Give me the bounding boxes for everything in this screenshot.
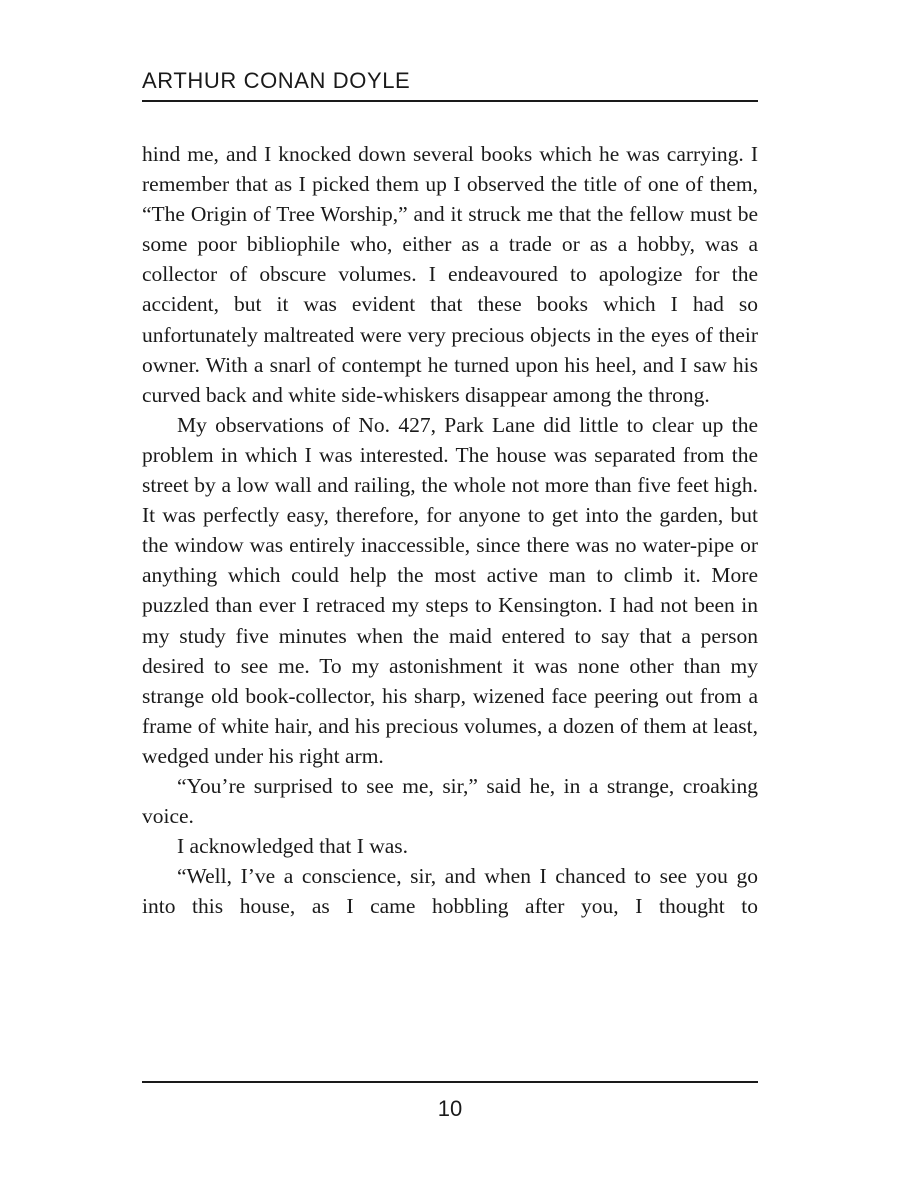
header-rule: [142, 100, 758, 102]
page-number: 10: [437, 1096, 463, 1121]
body-text: [142, 139, 758, 921]
footer-rule: [142, 1081, 758, 1083]
paragraph-1: hind me, and I knocked down several books which he was carrying. I remember that as I picked them up I observed the title of one of them, “The Origin of Tree Worship,” and it struck me that the fellow must be some poor bibliophile who, either as a trade or as a hobby, was a collector of obscure volumes. I endeavoured to apologize for the accident, but it was evident that these books which I had so unfortunately maltreated were very precious objects in the eyes of their owner. With a snarl of contempt he turned upon his heel, and I saw his curved back and white side-whiskers disappear among the throng.: [142, 142, 758, 407]
paragraph-3: “You’re surprised to see me, sir,” said he, in a strange, croaking voice.: [142, 773, 758, 829]
running-head-author: ARTHUR CONAN DOYLE: [142, 68, 411, 93]
paragraph-4: I acknowledged that I was.: [177, 834, 409, 859]
paragraph-2: My observations of No. 427, Park Lane did little to clear up the problem in which I was interested. The house was separated from the street by a low wall and railing, the whole not more than five feet high. It was perfectly easy, therefore, for anyone to get into the garden, but the window was entirely inaccessible, since there was no water-pipe or anything which could help the most active man to climb it. More puzzled than ever I retraced my steps to Kensington. I had not been in my study five minutes when the maid entered to say that a person desired to see me. To my astonishment it was none other than my strange old book-collector, his sharp, wizened face peering out from a frame of white hair, and his precious volumes, a dozen of them at least, wedged under his right arm.: [142, 412, 758, 768]
paragraph-5: “Well, I’ve a conscience, sir, and when I chanced to see you go into this house, as I came hobbling after you, I thought to: [142, 864, 758, 919]
